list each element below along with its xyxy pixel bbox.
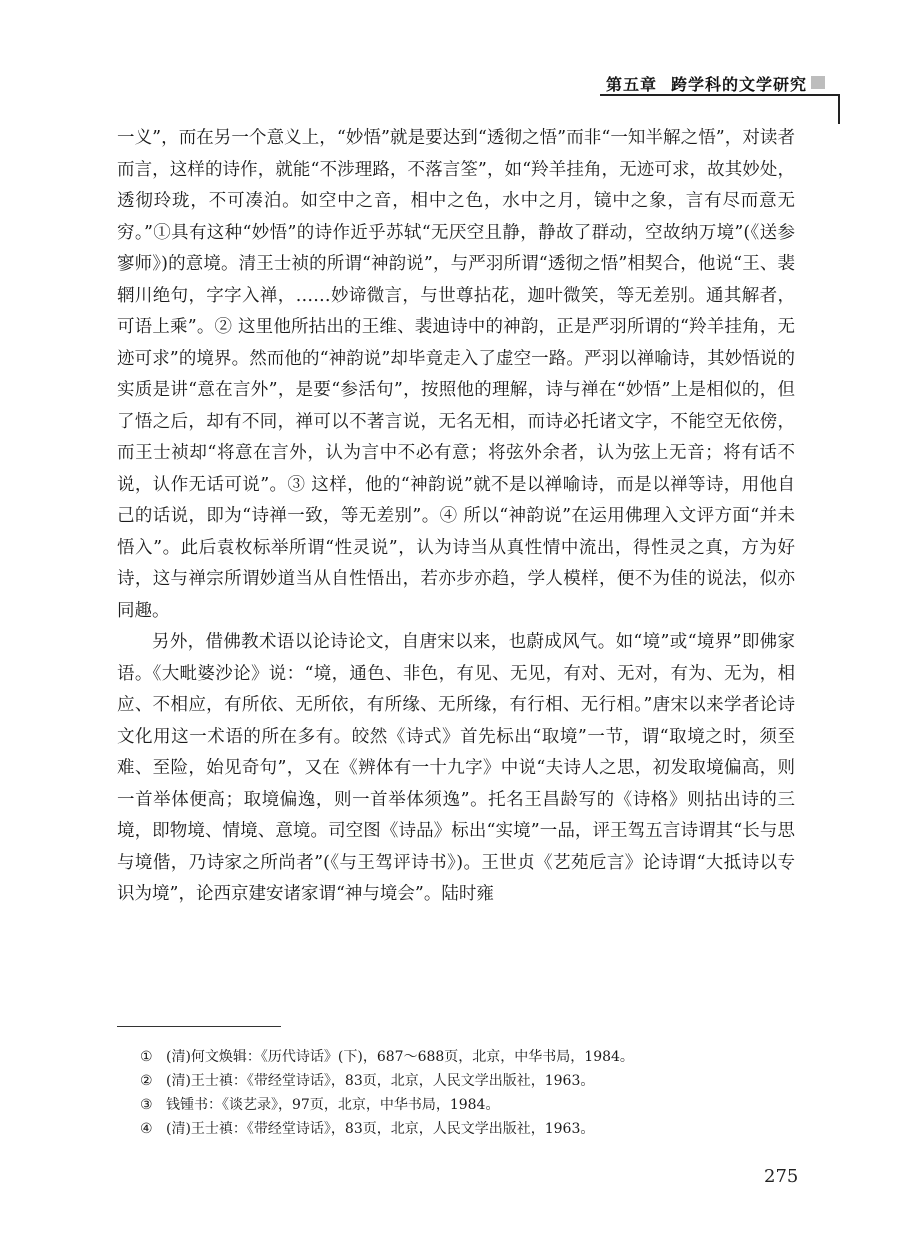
chapter-label: 第五章 xyxy=(606,75,658,94)
page-number: 275 xyxy=(764,1166,799,1187)
footnote-text: 钱锺书：《谈艺录》，97页，北京，中华书局，1984。 xyxy=(166,1097,500,1113)
footnote-item xyxy=(140,1045,800,1069)
header-rule xyxy=(600,94,840,96)
footnote-separator xyxy=(117,1026,281,1027)
footnote-text: (清)王士禛：《带经堂诗话》，83页，北京，人民文学出版社，1963。 xyxy=(166,1121,595,1137)
footnote-mark: ③ xyxy=(140,1097,153,1113)
chapter-title: 跨学科的文学研究 xyxy=(671,75,808,94)
footnote-item xyxy=(140,1069,800,1093)
main-text xyxy=(117,123,795,911)
paragraph: 另外，借佛教术语以论诗论文，自唐宋以来，也蔚成风气。如“境”或“境界”即佛家语。《大毗婆沙论》说：“境，通色、非色，有见、无见，有对、无对，有为、无为，相应、不相应，有所依、无所依，有所缘、无所缘，有行相、无行相。”唐宋以来学者论诗文化用这一术语的所在多有。皎然《诗式》首先标出“取境”一节，谓“取境之时，须至难、至险，始见奇句”，又在《辨体有一十九字》中说“夫诗人之思，初发取境偏高，则一首举体便高；取境偏逸，则一首举体须逸”。托名王昌龄写的《诗格》则拈出诗的三境，即物境、情境、意境。司空图《诗品》标出“实境”一品，评王驾五言诗谓其“长与思与境偕，乃诗家之所尚者”(《与王驾评诗书》)。王世贞《艺苑卮言》论诗谓“大抵诗以专识为境”，论西京建安诸家谓“神与境会”。陆时雍 xyxy=(117,632,795,904)
header-vertical-rule xyxy=(838,94,840,124)
header-marker xyxy=(811,76,825,89)
running-header xyxy=(606,72,807,95)
paragraph: 一义”，而在另一个意义上，“妙悟”就是要达到“透彻之悟”而非“一知半解之悟”，对读者而言，这样的诗作，就能“不涉理路，不落言筌”，如“羚羊挂角，无迹可求，故其妙处，透彻玲珑，不可凑泊。如空中之音，相中之色，水中之月，镜中之象，言有尽而意无穷。”①具有这种“妙悟”的诗作近乎苏轼“无厌空且静，静故了群动，空故纳万境”(《送参寥师》)的意境。清王士祯的所谓“神韵说”，与严羽所谓“透彻之悟”相契合，他说“王、裴辋川绝句，字字入禅，……妙谛微言，与世尊拈花，迦叶微笑，等无差别。通其解者，可语上乘”。② 这里他所拈出的王维、裴迪诗中的神韵，正是严羽所谓的“羚羊挂角，无迹可求”的境界。然而他的“神韵说”却毕竟走入了虚空一路。严羽以禅喻诗，其妙悟说的实质是讲“意在言外”，是要“参活句”，按照他的理解，诗与禅在“妙悟”上是相似的，但了悟之后，却有不同，禅可以不著言说，无名无相，而诗必托诸文字，不能空无依傍，而王士祯却“将意在言外，认为言中不必有意；将弦外余者，认为弦上无音；将有话不说，认作无话可说”。③ 这样，他的“神韵说”就不是以禅喻诗，而是以禅等诗，用他自己的话说，即为“诗禅一致，等无差别”。④ 所以“神韵说”在运用佛理入文评方面“并未悟入”。此后袁枚标举所谓“性灵说”，认为诗当从真性情中流出，得性灵之真，方为好诗，这与禅宗所谓妙道当从自性悟出，若亦步亦趋，学人模样，便不为佳的说法，似亦同趣。 xyxy=(117,128,795,621)
footnote-mark: ② xyxy=(140,1073,153,1089)
footnote-text: (清)何文焕辑：《历代诗话》(下)，687～688页，北京，中华书局，1984。 xyxy=(166,1049,634,1065)
footnote-item xyxy=(140,1117,800,1141)
footnotes xyxy=(140,1045,800,1141)
footnote-mark: ④ xyxy=(140,1121,153,1137)
footnote-item xyxy=(140,1093,800,1117)
footnote-text: (清)王士禛：《带经堂诗话》，83页，北京，人民文学出版社，1963。 xyxy=(166,1073,595,1089)
footnote-mark: ① xyxy=(140,1049,153,1065)
